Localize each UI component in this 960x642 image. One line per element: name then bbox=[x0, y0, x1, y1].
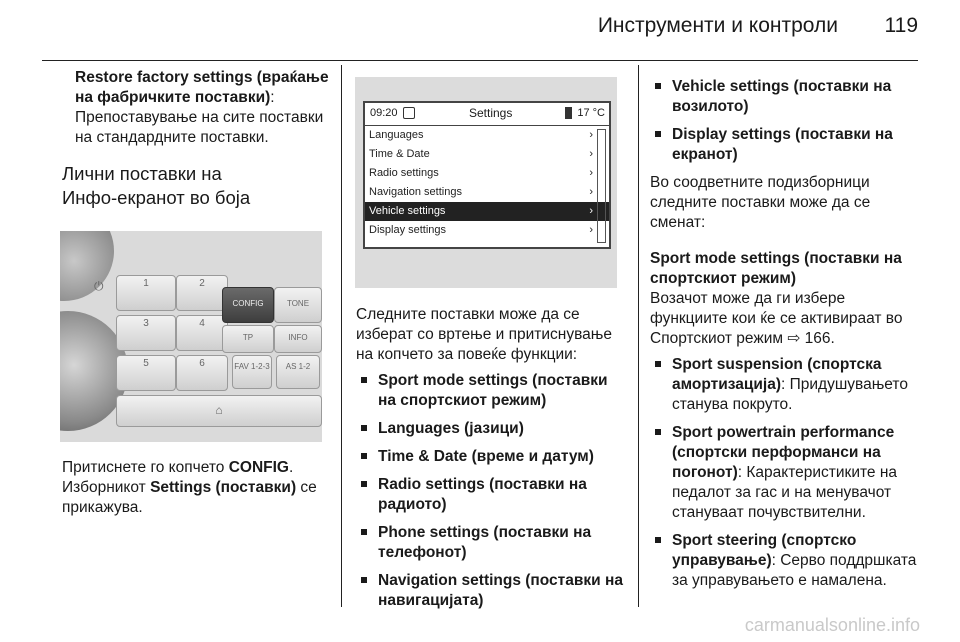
list-item: Time & Date (време и датум) bbox=[356, 447, 628, 467]
screen-time: 09:20 bbox=[370, 107, 398, 119]
restore-paragraph: Restore factory settings (враќање на фабричките поставки): Препоставување на сите поставки на стандардните поставки. bbox=[75, 69, 329, 146]
settings-list bbox=[356, 371, 628, 611]
page-number: 119 bbox=[884, 14, 918, 37]
settings-menu-list bbox=[365, 126, 609, 240]
screen-menu-label: Navigation settings bbox=[369, 186, 462, 198]
sport-mode-list bbox=[650, 355, 922, 591]
tone-button: TONE bbox=[274, 287, 322, 323]
back-icon bbox=[403, 107, 415, 119]
screen-menu-label: Display settings bbox=[369, 224, 447, 236]
sport-mode-description: Возачот може да ги избере функциите кои ќе се активираат во Спортскиот режим ⇨ 166. bbox=[650, 290, 903, 347]
screen-menu-label: Vehicle settings bbox=[369, 205, 446, 217]
chevron-right-icon: › bbox=[589, 224, 593, 236]
screen-menu-item bbox=[365, 145, 609, 164]
screen-scrollbar bbox=[597, 129, 606, 243]
chevron-right-icon: › bbox=[589, 167, 593, 179]
screen-temperature: 17 °C bbox=[577, 107, 605, 119]
list-item: Sport mode settings (поставки на спортскиот режим) bbox=[356, 371, 628, 411]
list-item: Navigation settings (поставки на навигацијата) bbox=[356, 571, 628, 611]
list-item: Phone settings (поставки на телефонот) bbox=[356, 523, 628, 563]
preset-button-2: 2 bbox=[176, 275, 228, 311]
radio-console-illustration bbox=[60, 231, 322, 442]
screen-menu-label: Languages bbox=[369, 129, 424, 141]
column-2 bbox=[356, 305, 628, 619]
preset-button-4: 4 bbox=[176, 315, 228, 351]
list-item: Vehicle settings (поставки на возилото) bbox=[650, 77, 922, 117]
list-item: Sport steering (спортско управување): Серво поддршката за управувањето е намалена. bbox=[650, 531, 922, 591]
restore-title: Restore factory settings (враќање на фабричките поставки) bbox=[75, 69, 329, 106]
list-item: Radio settings (поставки на радиото) bbox=[356, 475, 628, 515]
as-button: AS 1-2 bbox=[276, 355, 320, 389]
preset-button-5: 5 bbox=[116, 355, 176, 391]
screen-menu-item bbox=[365, 221, 609, 240]
column-divider bbox=[638, 65, 639, 607]
preset-button-6: 6 bbox=[176, 355, 228, 391]
home-button bbox=[116, 395, 322, 427]
screen-menu-item bbox=[365, 126, 609, 145]
screen-menu-label: Time & Date bbox=[369, 148, 430, 160]
list-item: Languages (јазици) bbox=[356, 419, 628, 439]
column-divider bbox=[341, 65, 342, 607]
page-reference: 166 bbox=[804, 330, 831, 347]
sport-mode-heading: Sport mode settings (поставки на спортскиот режим) bbox=[650, 250, 902, 287]
section-heading: Лични поставки на Инфо-екранот во боја bbox=[62, 163, 251, 208]
display-screen bbox=[363, 101, 611, 249]
page-header bbox=[0, 0, 960, 60]
preset-button-1: 1 bbox=[116, 275, 176, 311]
chevron-right-icon: › bbox=[589, 205, 593, 217]
phone-icon bbox=[565, 107, 572, 119]
screen-menu-item bbox=[365, 202, 609, 221]
settings-screen-illustration bbox=[355, 77, 617, 288]
screen-title: Settings bbox=[469, 106, 513, 120]
submenu-paragraph: Во соодветните подизборници следните поставки може да се сменат: bbox=[650, 174, 871, 231]
column-3 bbox=[650, 77, 922, 599]
screen-menu-label: Radio settings bbox=[369, 167, 439, 179]
preset-button-3: 3 bbox=[116, 315, 176, 351]
tp-button: TP bbox=[222, 325, 274, 353]
header-rule bbox=[42, 60, 918, 61]
config-button: CONFIG bbox=[222, 287, 274, 323]
screen-menu-item bbox=[365, 164, 609, 183]
list-item: Sport powertrain performance (спортски перформанси на погонот): Карактеристиките на педалот за гас и на менувачот стануваат почувствителни. bbox=[650, 423, 922, 523]
config-instruction: Притиснете го копчето CONFIG. Изборникот Settings (поставки) се прикажува. bbox=[62, 459, 317, 516]
home-icon: ⌂ bbox=[215, 403, 223, 417]
page-reference-icon: ⇨ bbox=[787, 330, 801, 347]
screen-header bbox=[365, 103, 609, 126]
list-item: Display settings (поставки на екранот) bbox=[650, 125, 922, 165]
watermark: carmanualsonline.info bbox=[744, 615, 920, 635]
fav-button: FAV 1-2-3 bbox=[232, 355, 272, 389]
power-icon: ⏻ bbox=[94, 279, 104, 293]
page-title: Инструменти и контроли bbox=[597, 14, 838, 37]
list-item: Sport suspension (спортска амортизација): Придушувањето станува покруто. bbox=[650, 355, 922, 415]
chevron-right-icon: › bbox=[589, 148, 593, 160]
settings-list-continued bbox=[650, 77, 922, 165]
settings-intro: Следните поставки може да се изберат со вртење и притиснување на копчето за повеќе функции: bbox=[356, 306, 612, 363]
info-button: INFO bbox=[274, 325, 322, 353]
restore-description: Препоставување на сите поставки на стандардните поставки. bbox=[75, 109, 324, 146]
chevron-right-icon: › bbox=[589, 129, 593, 141]
screen-menu-item bbox=[365, 183, 609, 202]
column-1 bbox=[62, 68, 330, 210]
chevron-right-icon: › bbox=[589, 186, 593, 198]
column-1-lower bbox=[62, 458, 334, 518]
